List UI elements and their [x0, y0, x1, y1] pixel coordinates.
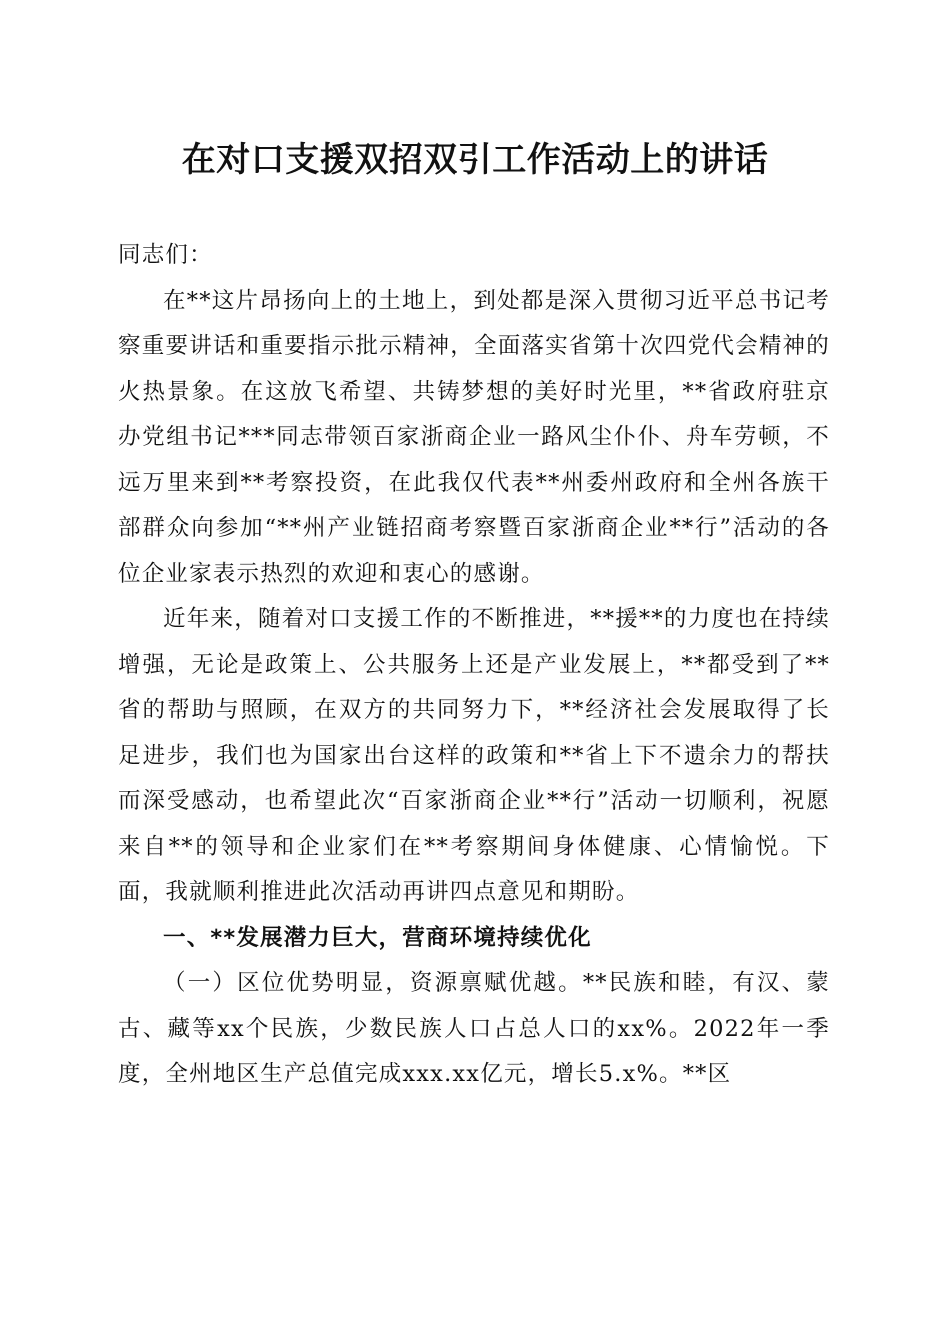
section-heading-1: 一、**发展潜力巨大，营商环境持续优化: [163, 924, 592, 951]
paragraph-location-advantage: （一）区位优势明显，资源禀赋优越。**民族和睦，有汉、蒙古、藏等xx个民族，少数民族人口占总人口的xx%。2022年一季度，全州地区生产总值完成xxx.xx亿元，增长5.x%。**区: [118, 970, 830, 1087]
document-title: 在对口支援双招双引工作活动上的讲话: [181, 140, 769, 180]
document-body: [118, 233, 830, 1098]
paragraph-support: 近年来，随着对口支援工作的不断推进，**援**的力度也在持续增强，无论是政策上、公共服务上还是产业发展上，**都受到了**省的帮助与照顾，在双方的共同努力下，**经济社会发展取得了长足进步，我们也为国家出台这样的政策和**省上下不遗余力的帮扶而深受感动，也希望此次“百家浙商企业**行”活动一切顺利，祝愿来自**的领导和企业家们在**考察期间身体健康、心情愉悦。下面，我就顺利推进此次活动再讲四点意见和期盼。: [118, 606, 830, 905]
salutation: 同志们：: [118, 242, 213, 268]
paragraph-welcome: 在**这片昂扬向上的土地上，到处都是深入贯彻习近平总书记考察重要讲话和重要指示批示精神，全面落实省第十次四党代会精神的火热景象。在这放飞希望、共铸梦想的美好时光里，**省政府驻京办党组书记***同志带领百家浙商企业一路风尘仆仆、舟车劳顿，不远万里来到**考察投资，在此我仅代表**州委州政府和全州各族干部群众向参加“**州产业链招商考察暨百家浙商企业**行”活动的各位企业家表示热烈的欢迎和衷心的感谢。: [118, 287, 830, 587]
